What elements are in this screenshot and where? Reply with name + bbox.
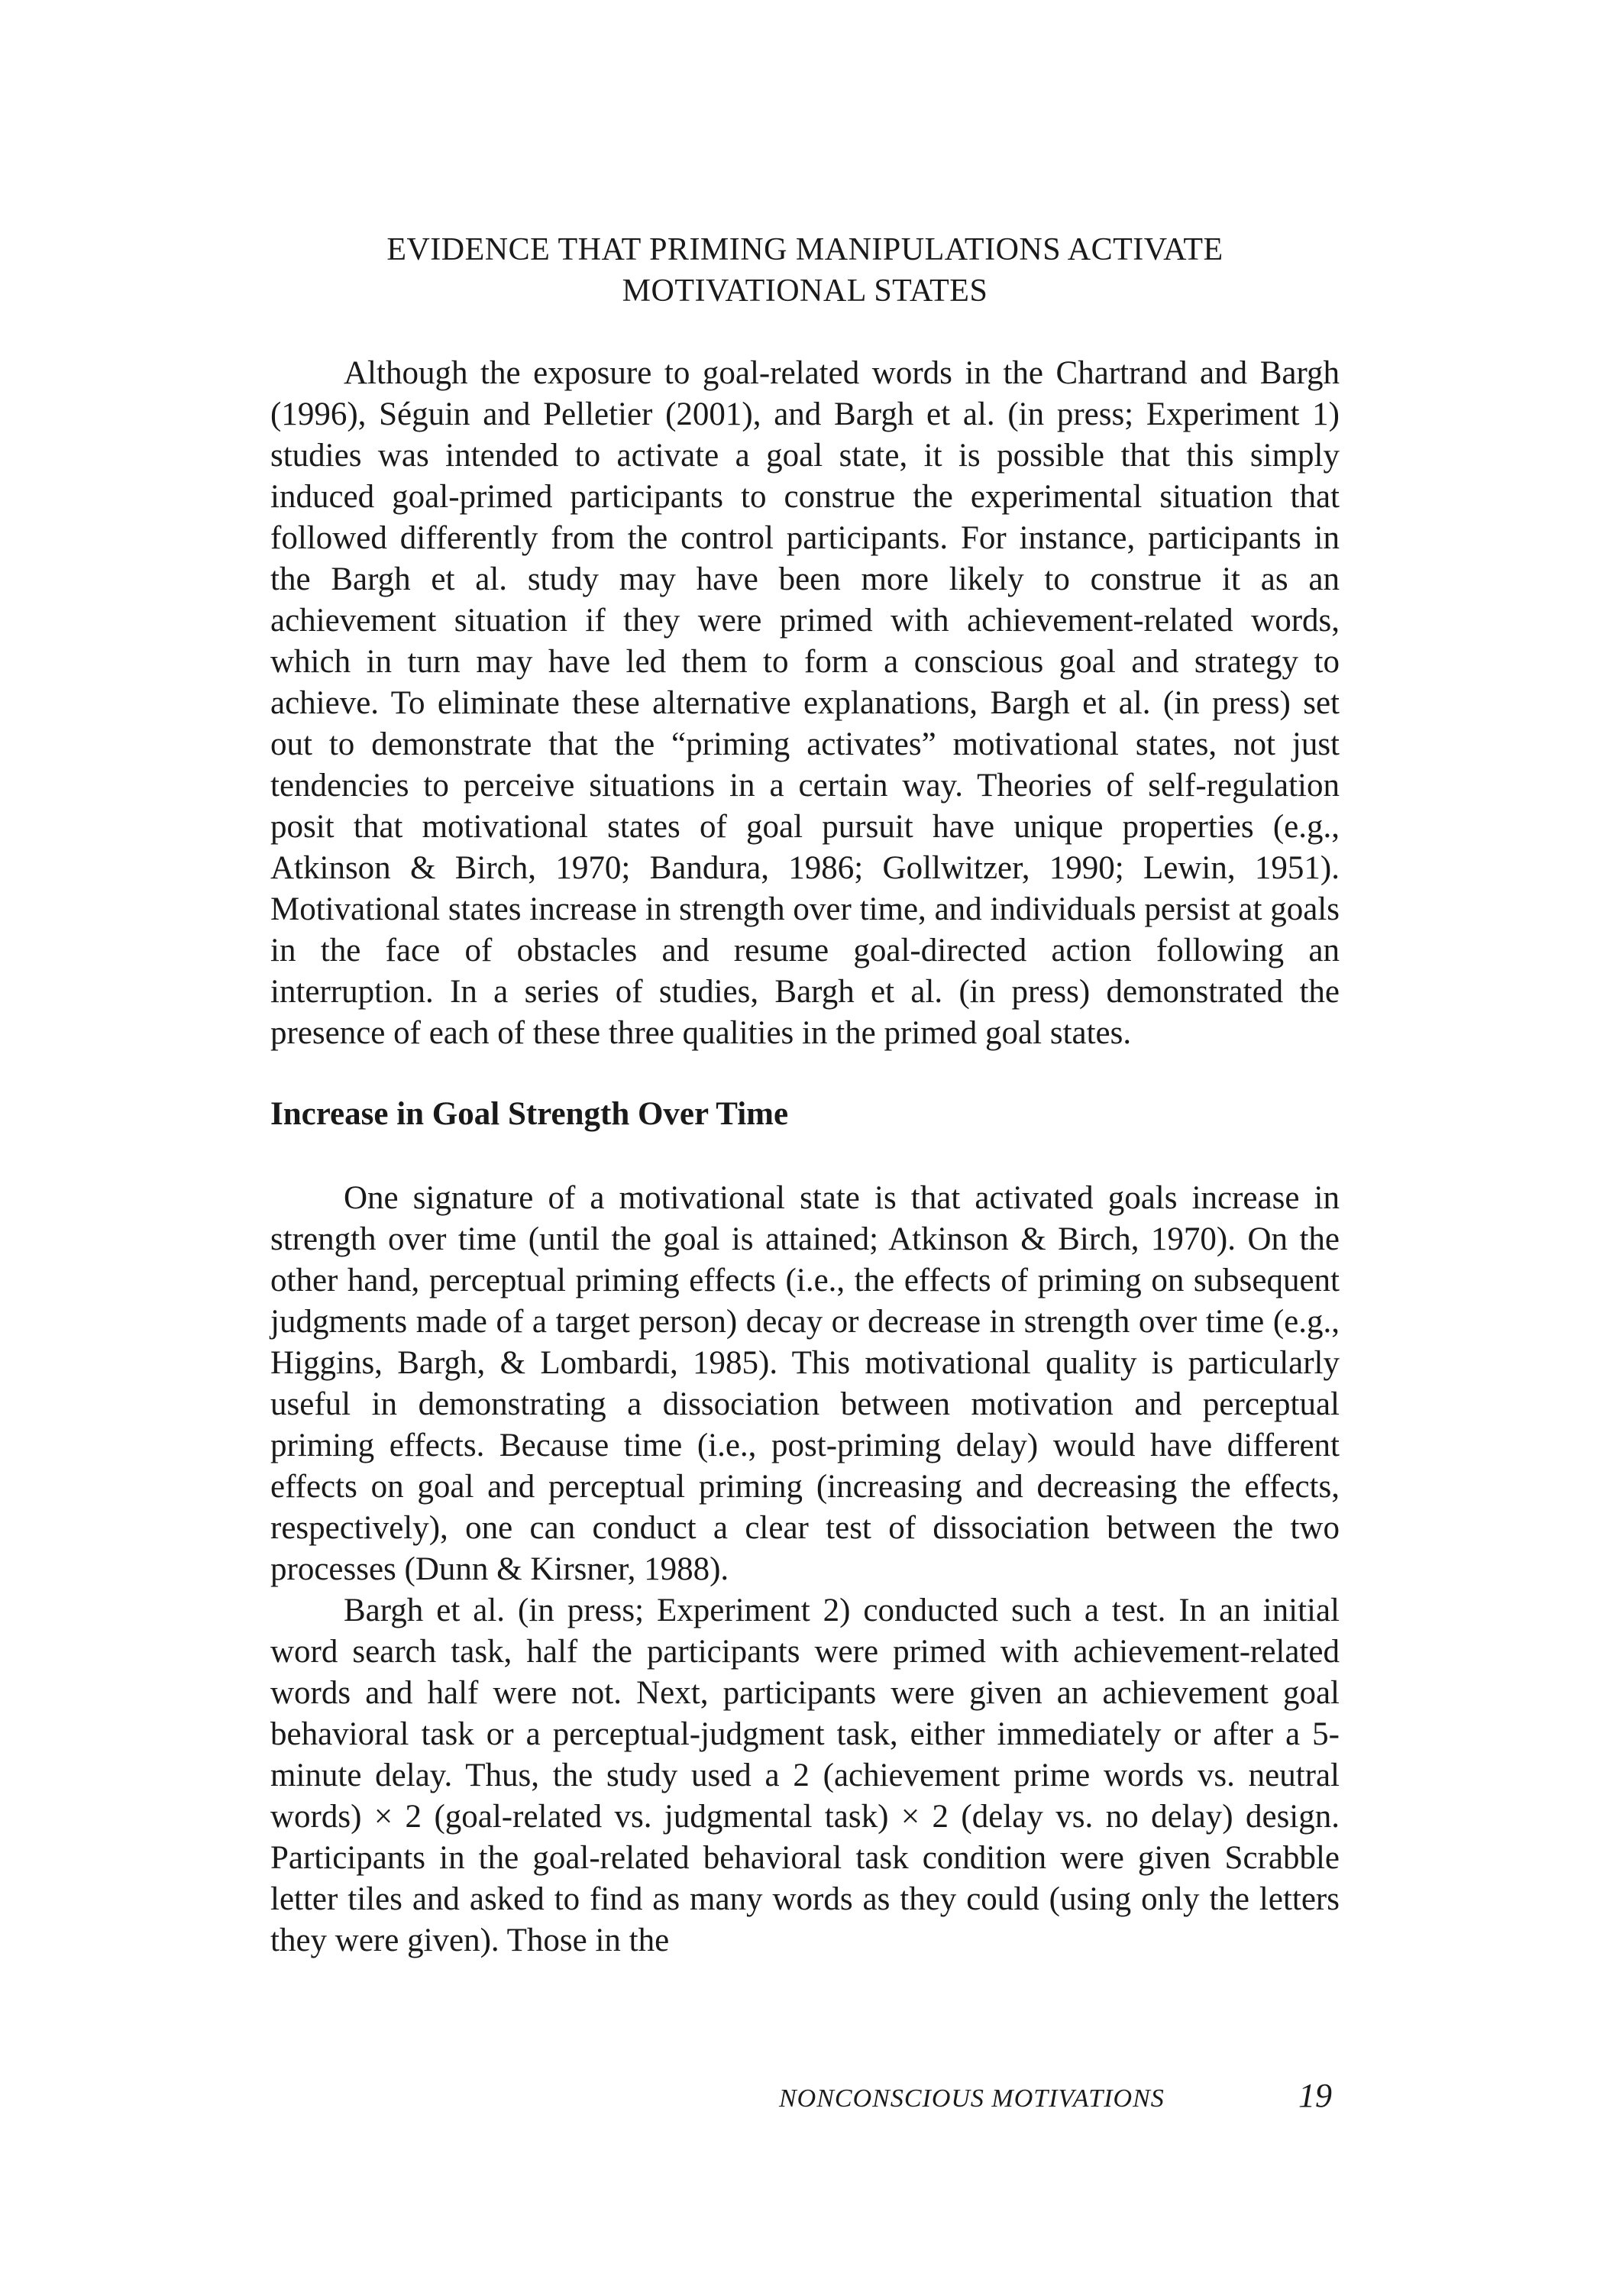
paragraph-1: Although the exposure to goal-related words in the Chartrand and Bargh (1996), Séguin and Pelletier (2001), and Bargh et al. (in press; Experiment 1) studies was intended to activate a goal state, it is possible that this simply induced goal-primed participants to construe the experimental situation that followed differently from the control participants. For instance, participants in the Bargh et al. study may have been more likely to construe it as an achievement situation if they were primed with achievement-related words, which in turn may have led them to form a conscious goal and strategy to achieve. To eliminate these alternative explanations, Bargh et al. (in press) set out to demonstrate that the “priming activates” motivational states, not just tendencies to perceive situations in a certain way. Theories of self-regulation posit that motivational states of goal pursuit have unique properties (e.g., Atkinson & Birch, 1970; Bandura, 1986; Gollwitzer, 1990; Lewin, 1951). Motivational states increase in strength over time, and individuals persist at goals in the face of obstacles and resume goal-directed action following an interruption. In a series of studies, Bargh et al. (in press) demonstrated the presence of each of these three qualities in the primed goal states. (270, 355, 1340, 1051)
paragraph-3: Bargh et al. (in press; Experiment 2) conducted such a test. In an initial word search task, half the participants were primed with achievement-related words and half were not. Next, participants were given an achievement goal behavioral task or a perceptual-judgment task, either immediately or after a 5-minute delay. Thus, the study used a 2 (achievement prime words vs. neutral words) × 2 (goal-related vs. judgmental task) × 2 (delay vs. no delay) design. Participants in the goal-related behavioral task condition were given Scrabble letter tiles and asked to find as many words as they could (using only the letters they were given). Those in the (270, 1593, 1340, 1958)
subheading: Increase in Goal Strength Over Time (270, 1096, 789, 1132)
page-content (270, 229, 1340, 1961)
running-head: NONCONSCIOUS MOTIVATIONS (779, 2084, 1165, 2113)
paragraph-2: One signature of a motivational state is that activated goals increase in strength over time (until the goal is attained; Atkinson & Birch, 1970). On the other hand, perceptual priming effects (i.e., the effects of priming on subsequent judgments made of a target person) decay or decrease in strength over time (e.g., Higgins, Bargh, & Lombardi, 1985). This motivational quality is particularly useful in demonstrating a dissociation between motivation and perceptual priming effects. Because time (i.e., post-priming delay) would have different effects on goal and perceptual priming (increasing and decreasing the effects, respectively), one can conduct a clear test of dissociation between the two processes (Dunn & Kirsner, 1988). (270, 1180, 1340, 1587)
page-number: 19 (1298, 2077, 1332, 2114)
section-title-line-1: EVIDENCE THAT PRIMING MANIPULATIONS ACTIVATE (386, 232, 1223, 267)
page-footer (779, 2078, 1344, 2120)
section-title-line-2: MOTIVATIONAL STATES (622, 273, 988, 309)
section-title (270, 229, 1340, 312)
